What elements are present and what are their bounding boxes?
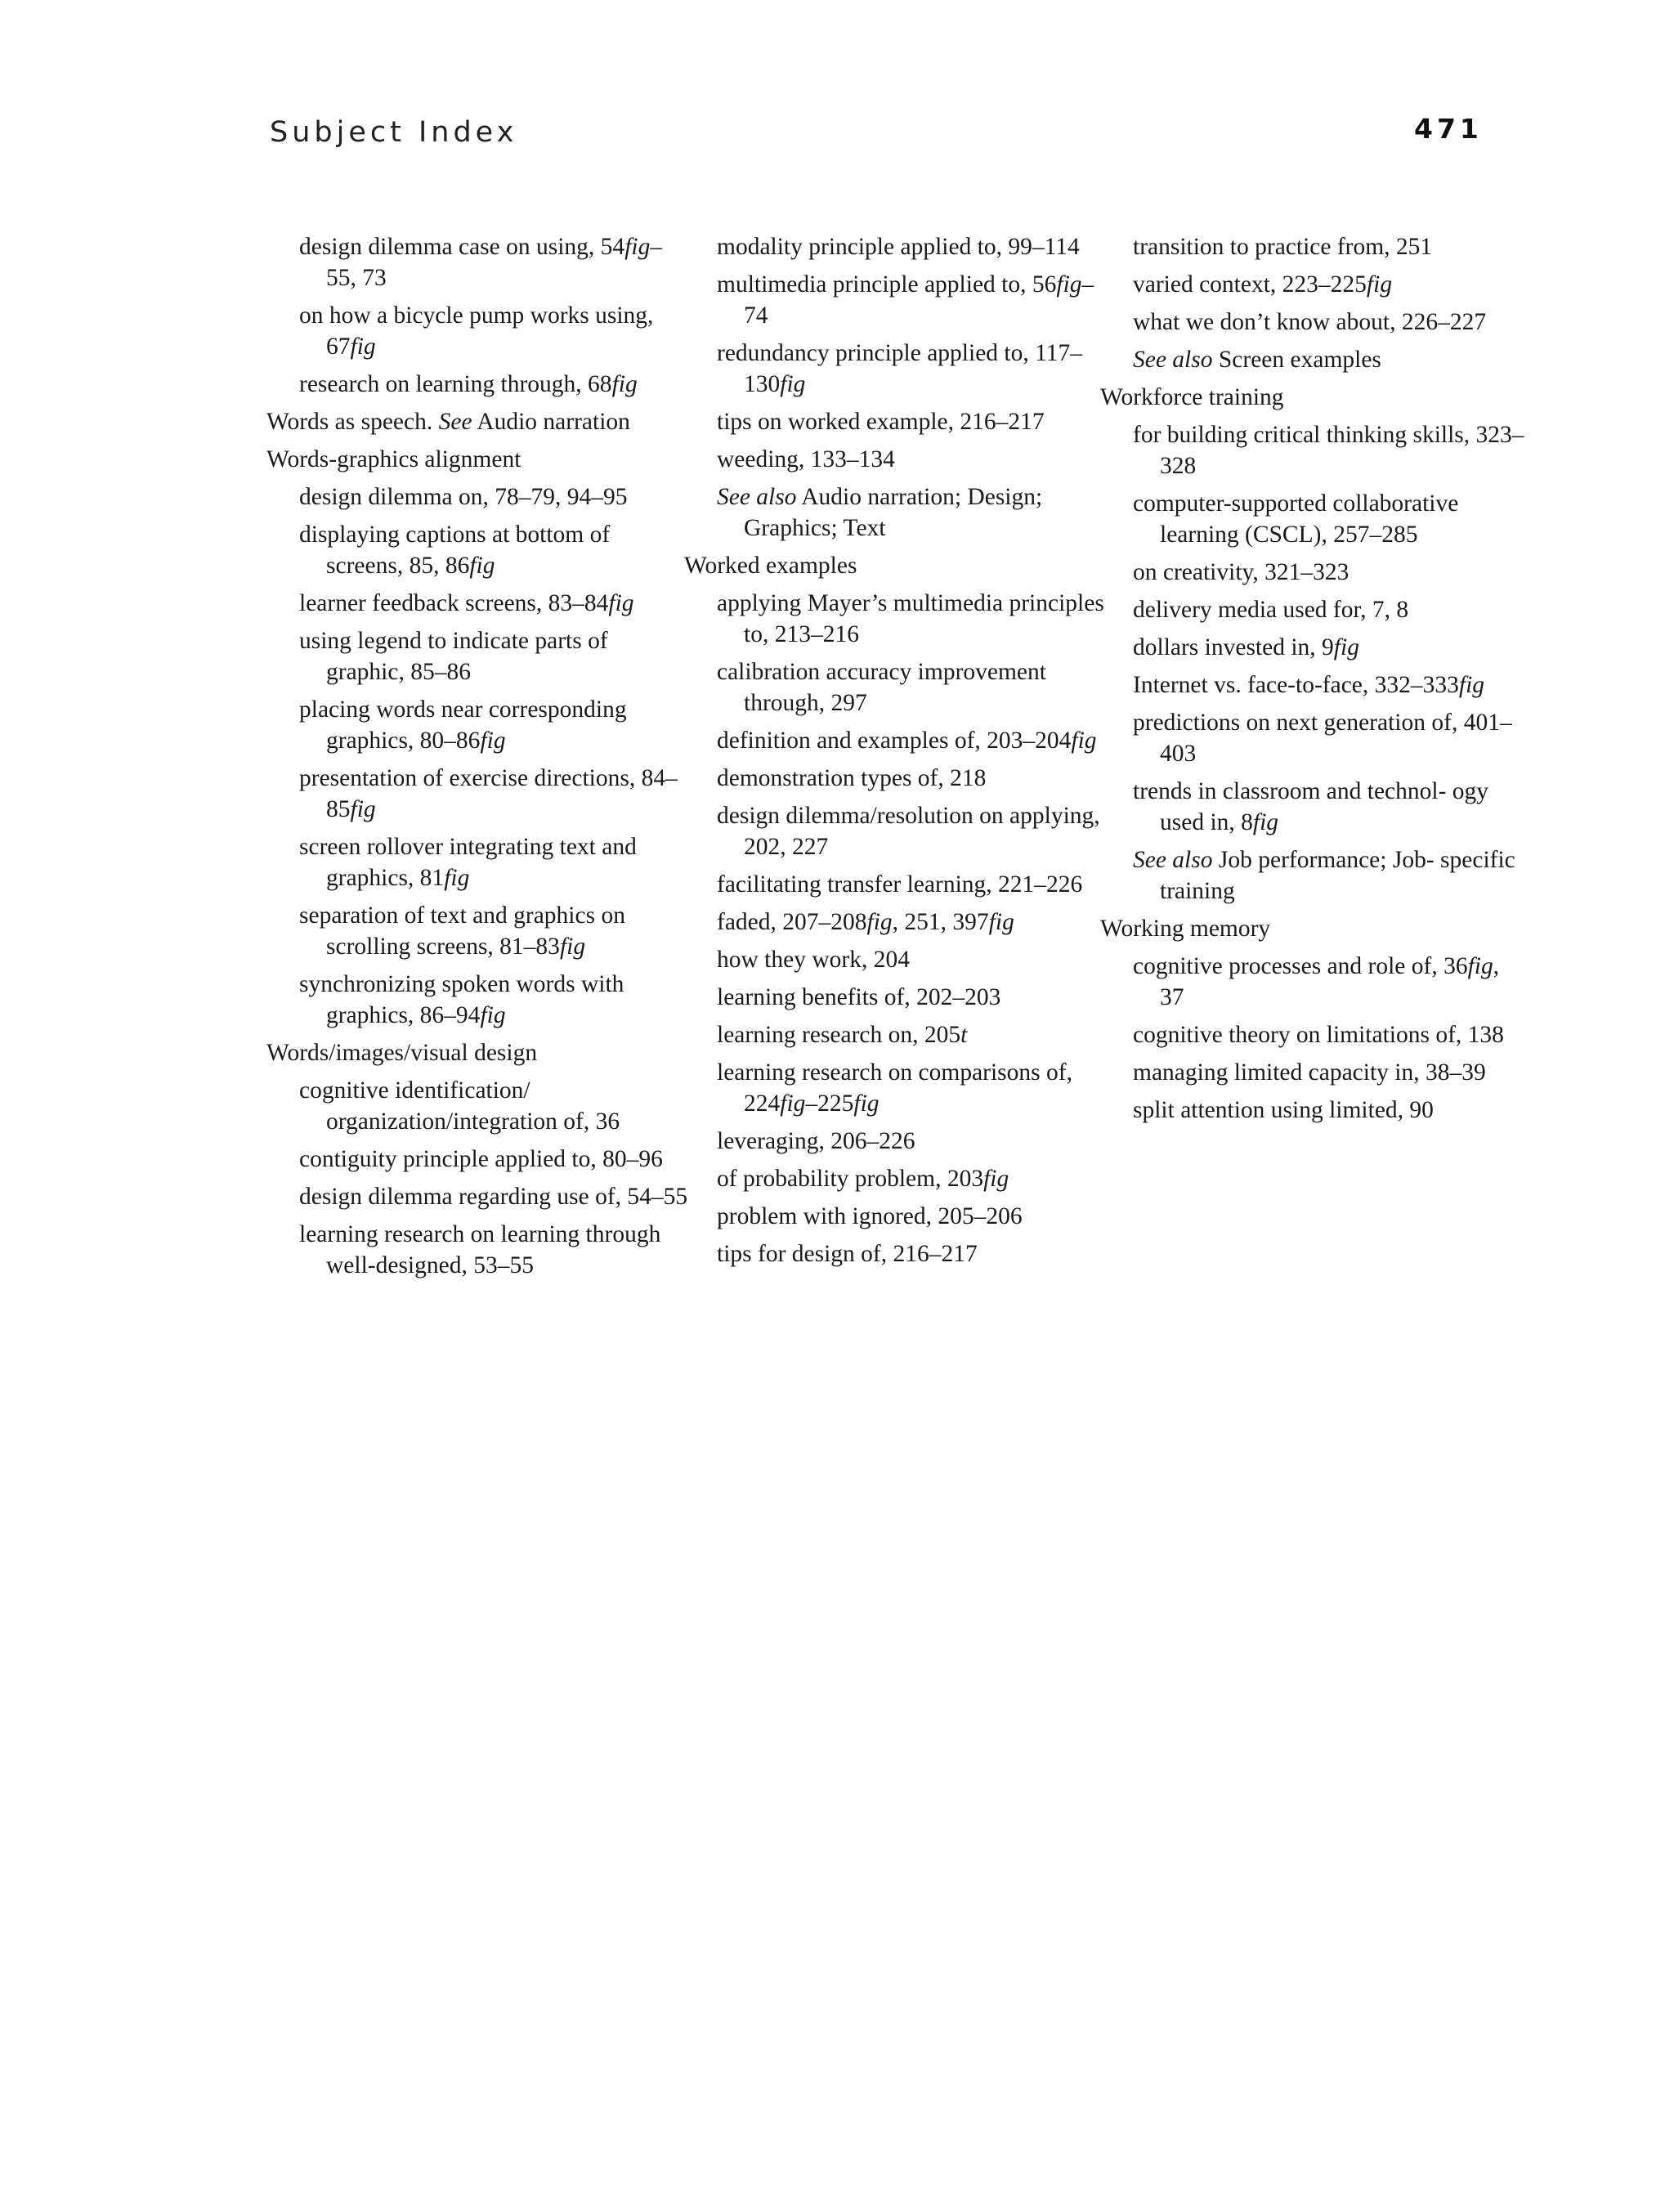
index-subentry: [1133, 594, 1525, 625]
entry-text: Screen examples: [1212, 347, 1381, 373]
italic-text: fig: [866, 909, 893, 935]
index-subentry: [1133, 488, 1525, 550]
entry-text: Audio narration; Design; Graphics; Text: [744, 484, 1043, 541]
index-heading: [1100, 382, 1525, 413]
index-column-2: [684, 231, 1109, 1276]
entry-text: Job performance; Job- specific training: [1160, 847, 1515, 904]
entry-text: applying Mayer’s multimedia principles to, 213–216: [717, 590, 1104, 647]
index-subentry: [299, 969, 692, 1031]
entry-text: computer-supported collaborative learning (CSCL), 257–285: [1133, 490, 1459, 548]
entry-text: learning research on learning through well-designed, 53–55: [299, 1221, 661, 1278]
entry-text: learner feedback screens, 83–84: [299, 590, 609, 616]
entry-text: learning research on, 205: [717, 1022, 961, 1048]
index-heading: [266, 406, 692, 437]
entry-text: modality principle applied to, 99–114: [717, 234, 1080, 260]
entry-text: Worked examples: [684, 553, 857, 579]
index-subentry: [717, 338, 1109, 400]
italic-text: fig: [1252, 809, 1279, 835]
index-subentry: [717, 481, 1109, 544]
entry-text: Internet vs. face-to-face, 332–333: [1133, 672, 1459, 698]
entry-text: dollars invested in, 9: [1133, 634, 1334, 660]
entry-text: managing limited capacity in, 38–39: [1133, 1059, 1486, 1086]
index-subentry: [299, 831, 692, 893]
entry-text: , 37: [1160, 953, 1500, 1010]
index-subentry: [1133, 1057, 1525, 1088]
entry-text: cognitive processes and role of, 36: [1133, 953, 1468, 979]
entry-text: design dilemma/resolution on applying, 202, 227: [717, 803, 1100, 860]
index-subentry: [299, 900, 692, 962]
index-subentry: [1133, 307, 1525, 338]
entry-text: for building critical thinking skills, 323–328: [1133, 422, 1524, 479]
index-subentry: [717, 588, 1109, 650]
index-subentry: [1133, 419, 1525, 481]
index-subentry: [717, 1163, 1109, 1194]
entry-text: on creativity, 321–323: [1133, 559, 1349, 585]
index-subentry: [1133, 776, 1525, 838]
entry-text: cognitive identification/ organization/integration of, 36: [299, 1077, 620, 1135]
index-subentry: [299, 519, 692, 581]
entry-text: screen rollover integrating text and graphics, 81: [299, 834, 637, 891]
index-subentry: [1133, 951, 1525, 1013]
entry-text: design dilemma regarding use of, 54–55: [299, 1184, 688, 1210]
entry-text: Words-graphics alignment: [266, 446, 521, 472]
italic-text: fig: [611, 371, 638, 397]
index-subentry: [1133, 557, 1525, 588]
italic-text: fig: [469, 553, 495, 579]
index-heading: [266, 1037, 692, 1068]
italic-text: fig: [853, 1090, 880, 1117]
entry-text: predictions on next generation of, 401–403: [1133, 710, 1512, 767]
index-subentry: [1133, 1095, 1525, 1126]
entry-text: split attention using limited, 90: [1133, 1097, 1434, 1123]
entry-text: trends in classroom and technol- ogy used in, 8: [1133, 778, 1489, 835]
italic-text: See also: [717, 484, 797, 510]
page-number: 471: [1414, 113, 1483, 145]
entry-text: learning benefits of, 202–203: [717, 984, 1001, 1010]
index-subentry: [1133, 269, 1525, 300]
index-subentry: [299, 481, 692, 513]
entry-text: Working memory: [1100, 916, 1271, 942]
index-subentry: [717, 231, 1109, 262]
entry-text: synchronizing spoken words with graphics, 86–94: [299, 971, 624, 1028]
italic-text: fig: [608, 590, 634, 616]
italic-text: fig: [983, 1166, 1009, 1192]
entry-text: cognitive theory on limitations of, 138: [1133, 1022, 1504, 1048]
index-subentry: [299, 1144, 692, 1175]
entry-text: how they work, 204: [717, 947, 910, 973]
index-subentry: [717, 444, 1109, 475]
index-heading: [266, 444, 692, 475]
index-heading: [684, 550, 1109, 581]
entry-text: on how a bicycle pump works using, 67: [299, 302, 654, 360]
index-subentry: [299, 231, 692, 293]
index-subentry: [1133, 231, 1525, 262]
italic-text: fig: [480, 728, 506, 754]
index-subentry: [299, 694, 692, 756]
entry-text: faded, 207–208: [717, 909, 867, 935]
entry-text: tips on worked example, 216–217: [717, 409, 1045, 435]
index-subentry: [1133, 632, 1525, 663]
index-subentry: [717, 1238, 1109, 1269]
italic-text: See: [438, 409, 472, 435]
italic-text: t: [960, 1022, 968, 1048]
index-subentry: [1133, 707, 1525, 769]
italic-text: fig: [624, 234, 651, 260]
entry-text: –225: [805, 1090, 854, 1117]
italic-text: fig: [350, 796, 376, 822]
entry-text: Words as speech.: [266, 409, 439, 435]
index-subentry: [1133, 669, 1525, 701]
italic-text: fig: [1458, 672, 1485, 698]
entry-text: of probability problem, 203: [717, 1166, 984, 1192]
index-subentry: [717, 944, 1109, 975]
index-subentry: [717, 656, 1109, 719]
italic-text: fig: [1333, 634, 1359, 660]
italic-text: fig: [780, 1090, 806, 1117]
entry-text: research on learning through, 68: [299, 371, 612, 397]
entry-text: , 251, 397: [892, 909, 989, 935]
entry-text: weeding, 133–134: [717, 446, 895, 472]
entry-text: transition to practice from, 251: [1133, 234, 1433, 260]
italic-text: fig: [559, 934, 586, 960]
italic-text: fig: [780, 371, 806, 397]
index-subentry: [717, 406, 1109, 437]
index-subentry: [717, 1057, 1109, 1119]
entry-text: facilitating transfer learning, 221–226: [717, 871, 1083, 898]
entry-text: placing words near corresponding graphics, 80–86: [299, 696, 627, 754]
entry-text: Words/images/visual design: [266, 1040, 538, 1066]
entry-text: definition and examples of, 203–204: [717, 728, 1072, 754]
entry-text: using legend to indicate parts of graphic, 85–86: [299, 628, 608, 685]
index-subentry: [1133, 344, 1525, 375]
italic-text: fig: [350, 334, 376, 360]
index-subentry: [299, 300, 692, 362]
index-subentry: [1133, 844, 1525, 907]
index-heading: [1100, 913, 1525, 944]
italic-text: fig: [1056, 271, 1082, 298]
entry-text: contiguity principle applied to, 80–96: [299, 1146, 663, 1172]
index-subentry: [299, 588, 692, 619]
index-subentry: [299, 1075, 692, 1137]
entry-text: what we don’t know about, 226–227: [1133, 309, 1487, 335]
index-subentry: [299, 625, 692, 687]
entry-text: calibration accuracy improvement through, 297: [717, 659, 1046, 716]
index-subentry: [717, 907, 1109, 938]
entry-text: displaying captions at bottom of screens, 85, 86: [299, 522, 611, 579]
entry-text: separation of text and graphics on scrolling screens, 81–83: [299, 902, 625, 960]
entry-text: Workforce training: [1100, 384, 1284, 410]
index-column-3: [1100, 231, 1525, 1132]
index-subentry: [717, 1126, 1109, 1157]
entry-text: –74: [744, 271, 1094, 329]
index-subentry: [299, 1181, 692, 1212]
entry-text: varied context, 223–225: [1133, 271, 1367, 298]
running-head: Subject Index: [270, 116, 518, 149]
entry-text: leveraging, 206–226: [717, 1128, 915, 1154]
italic-text: See also: [1133, 847, 1213, 873]
italic-text: fig: [1467, 953, 1493, 979]
entry-text: redundancy principle applied to, 117–130: [717, 340, 1083, 397]
index-subentry: [717, 869, 1109, 900]
italic-text: fig: [1366, 271, 1393, 298]
entry-text: problem with ignored, 205–206: [717, 1203, 1023, 1229]
italic-text: fig: [1071, 728, 1097, 754]
italic-text: fig: [444, 865, 470, 891]
entry-text: multimedia principle applied to, 56: [717, 271, 1057, 298]
entry-text: design dilemma case on using, 54: [299, 234, 625, 260]
entry-text: design dilemma on, 78–79, 94–95: [299, 484, 628, 510]
index-subentry: [1133, 1019, 1525, 1050]
index-subentry: [717, 1201, 1109, 1232]
entry-text: demonstration types of, 218: [717, 765, 987, 791]
index-subentry: [717, 725, 1109, 756]
entry-text: presentation of exercise directions, 84–85: [299, 765, 678, 822]
entry-text: Audio narration: [472, 409, 630, 435]
index-subentry: [299, 369, 692, 400]
index-subentry: [717, 1019, 1109, 1050]
index-subentry: [717, 269, 1109, 331]
index-subentry: [717, 763, 1109, 794]
index-subentry: [299, 1219, 692, 1281]
index-subentry: [717, 800, 1109, 862]
index-subentry: [299, 763, 692, 825]
italic-text: See also: [1133, 347, 1213, 373]
index-subentry: [717, 982, 1109, 1013]
entry-text: learning research on comparisons of, 224: [717, 1059, 1072, 1117]
entry-text: delivery media used for, 7, 8: [1133, 597, 1409, 623]
italic-text: fig: [988, 909, 1014, 935]
entry-text: tips for design of, 216–217: [717, 1241, 978, 1267]
entry-text: –55, 73: [326, 234, 663, 291]
index-column-1: [266, 231, 692, 1287]
italic-text: fig: [480, 1002, 506, 1028]
